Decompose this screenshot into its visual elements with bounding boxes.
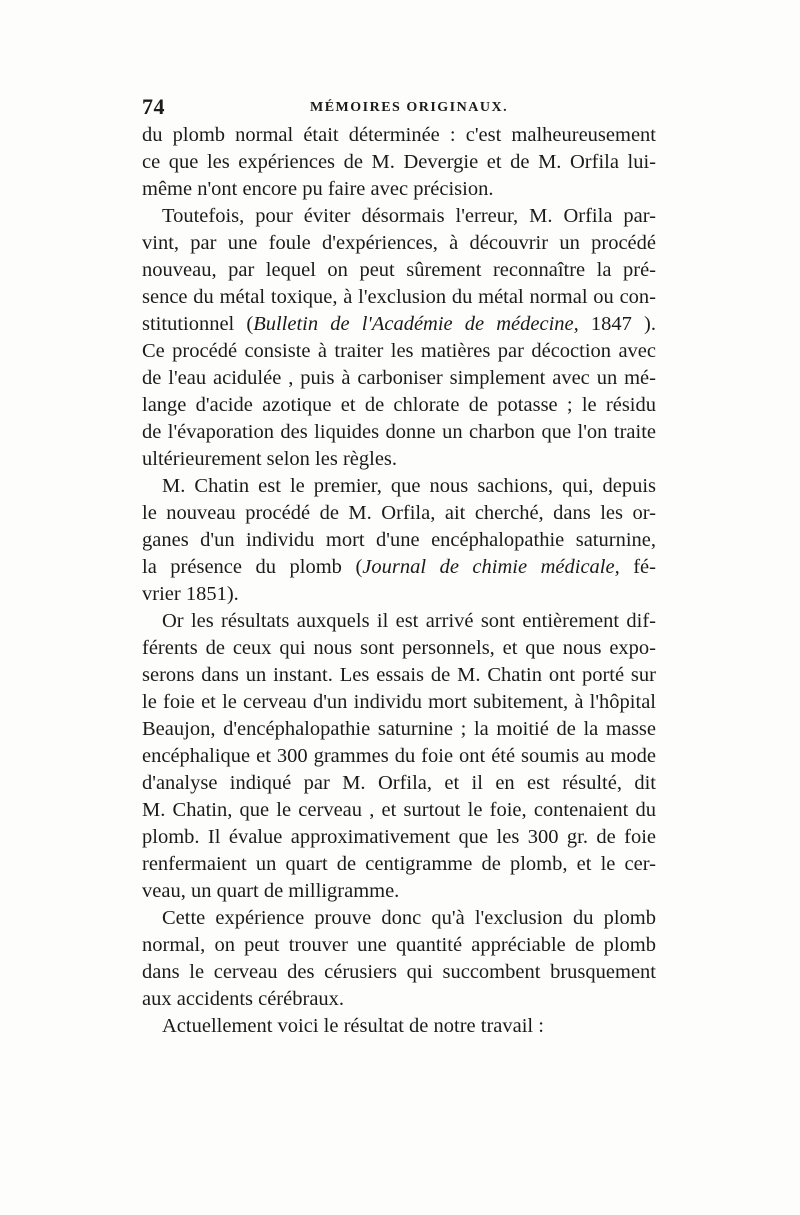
page-number: 74 — [142, 94, 165, 119]
text-segment: la présence du plomb ( — [142, 556, 363, 578]
italic-citation: Bulletin de l'Académie de médecine, — [253, 313, 579, 335]
text-line: aux accidents cérébraux. — [142, 988, 345, 1010]
body-text — [142, 122, 656, 1040]
text-line: sence du métal toxique, à l'exclusion du métal normal ou con- — [142, 286, 656, 308]
text-line: de l'évaporation des liquides donne un charbon que l'on traite — [142, 421, 656, 443]
text-line: veau, un quart de milligramme. — [142, 880, 400, 902]
text-line: ganes d'un individu mort d'une encéphalopathie saturnine, — [142, 529, 656, 551]
text-line: ultérieurement selon les règles. — [142, 448, 398, 470]
text-line: Toutefois, pour éviter désormais l'erreur, M. Orfila par- — [162, 205, 656, 227]
page-header — [142, 94, 656, 120]
text-line: ce que les expériences de M. Devergie et de M. Orfila lui- — [142, 151, 656, 173]
text-line: dans le cerveau des cérusiers qui succombent brusquement — [142, 961, 656, 983]
text-line: Actuellement voici le résultat de notre travail : — [162, 1015, 544, 1037]
text-segment: stitutionnel ( — [142, 313, 254, 335]
text-line: Or les résultats auxquels il est arrivé sont entièrement dif- — [162, 610, 656, 632]
text-line: serons dans un instant. Les essais de M. Chatin ont porté sur — [142, 664, 656, 686]
text-line: d'analyse indiqué par M. Orfila, et il en est résulté, dit — [142, 772, 656, 794]
text-line — [142, 311, 656, 338]
text-line: Cette expérience prouve donc qu'à l'exclusion du plomb — [162, 907, 656, 929]
text-line: M. Chatin est le premier, que nous sachions, qui, depuis — [162, 475, 656, 497]
text-line: vrier 1851). — [142, 583, 239, 605]
text-line: M. Chatin, que le cerveau , et surtout le foie, contenaient du — [142, 799, 656, 821]
text-line: Ce procédé consiste à traiter les matières par décoction avec — [142, 340, 656, 362]
text-line: le foie et le cerveau d'un individu mort subitement, à l'hôpital — [142, 691, 656, 713]
text-line — [142, 554, 656, 581]
running-title: MÉMOIRES ORIGINAUX. — [310, 100, 509, 115]
text-line: lange d'acide azotique et de chlorate de potasse ; le résidu — [142, 394, 656, 416]
text-line: plomb. Il évalue approximativement que les 300 gr. de foie — [142, 826, 656, 848]
text-line: normal, on peut trouver une quantité appréciable de plomb — [142, 934, 656, 956]
text-segment: 1847 ). — [578, 313, 657, 335]
text-line: renfermaient un quart de centigramme de plomb, et le cer- — [142, 853, 656, 875]
text-segment: fé- — [619, 556, 656, 578]
text-line: férents de ceux qui nous sont personnels, et que nous expo- — [142, 637, 656, 659]
text-line: du plomb normal était déterminée : c'est malheureusement — [142, 124, 656, 146]
text-line: nouveau, par lequel on peut sûrement reconnaître la pré- — [142, 259, 656, 281]
text-line: le nouveau procédé de M. Orfila, ait cherché, dans les or- — [142, 502, 656, 524]
text-line: encéphalique et 300 grammes du foie ont été soumis au mode — [142, 745, 656, 767]
text-line: même n'ont encore pu faire avec précision. — [142, 178, 494, 200]
text-line: vint, par une foule d'expériences, à découvrir un procédé — [142, 232, 656, 254]
italic-citation: Journal de chimie médicale, — [362, 556, 620, 578]
text-line: Beaujon, d'encéphalopathie saturnine ; la moitié de la masse — [142, 718, 656, 740]
text-line: de l'eau acidulée , puis à carboniser simplement avec un mé- — [142, 367, 656, 389]
